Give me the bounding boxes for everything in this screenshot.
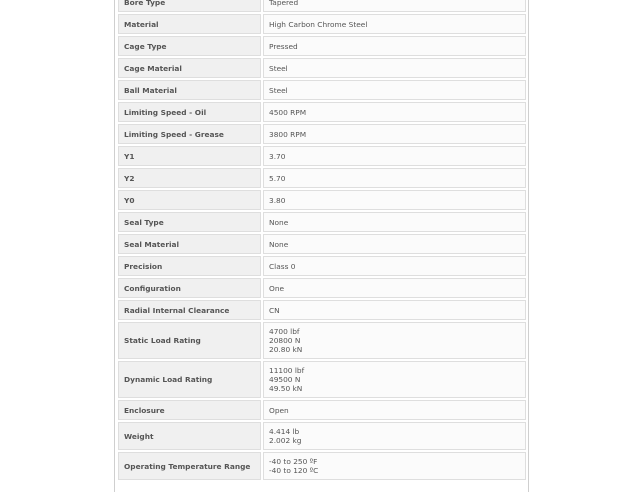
spec-value-line: One	[269, 283, 285, 293]
spec-row	[118, 80, 526, 100]
spec-label: Seal Material	[118, 234, 261, 254]
spec-label: Cage Material	[118, 58, 261, 78]
spec-label: Enclosure	[118, 400, 261, 420]
spec-row	[118, 400, 526, 420]
spec-label: Dynamic Load Rating	[118, 361, 261, 398]
spec-label: Static Load Rating	[118, 322, 261, 359]
spec-row	[118, 322, 526, 359]
spec-value-line: 3.70	[269, 151, 286, 161]
spec-value-line: Steel	[269, 85, 288, 95]
spec-row	[118, 124, 526, 144]
spec-label: Weight	[118, 422, 261, 450]
spec-row	[118, 146, 526, 166]
spec-row	[118, 300, 526, 320]
spec-value	[263, 14, 526, 34]
spec-row	[118, 0, 526, 12]
spec-value-line: High Carbon Chrome Steel	[269, 19, 368, 29]
product-spec-panel	[114, 0, 529, 492]
spec-value	[263, 278, 526, 298]
spec-value	[263, 361, 526, 398]
spec-value	[263, 422, 526, 450]
spec-label: Y1	[118, 146, 261, 166]
spec-value	[263, 58, 526, 78]
specifications-table	[118, 0, 526, 482]
spec-value	[263, 322, 526, 359]
spec-value	[263, 256, 526, 276]
spec-row	[118, 278, 526, 298]
spec-value	[263, 300, 526, 320]
spec-value	[263, 124, 526, 144]
spec-value-line: 4500 RPM	[269, 107, 307, 117]
spec-label: Seal Type	[118, 212, 261, 232]
spec-label: Limiting Speed - Oil	[118, 102, 261, 122]
spec-label: Y0	[118, 190, 261, 210]
spec-value-line: -40 to 120 ºC	[269, 466, 319, 475]
spec-row	[118, 190, 526, 210]
spec-row	[118, 168, 526, 188]
spec-value-line: 20.80 kN	[269, 345, 303, 354]
spec-label: Y2	[118, 168, 261, 188]
spec-value	[263, 80, 526, 100]
spec-value-line: Class 0	[269, 261, 296, 271]
spec-row	[118, 58, 526, 78]
spec-value-line: 49500 N	[269, 375, 301, 384]
spec-row	[118, 361, 526, 398]
spec-label: Material	[118, 14, 261, 34]
spec-label: Precision	[118, 256, 261, 276]
spec-row	[118, 36, 526, 56]
spec-value-line: 49.50 kN	[269, 384, 303, 393]
spec-value	[263, 212, 526, 232]
spec-label: Bore Type	[118, 0, 261, 12]
spec-value	[263, 146, 526, 166]
spec-value-line: CN	[269, 305, 280, 315]
spec-value-line: Steel	[269, 63, 288, 73]
spec-value	[263, 400, 526, 420]
spec-value-line: 4.414 lb	[269, 427, 300, 436]
spec-value-line: 2.002 kg	[269, 436, 302, 445]
spec-value	[263, 190, 526, 210]
spec-value	[263, 102, 526, 122]
spec-value-line: 5.70	[269, 173, 286, 183]
spec-value	[263, 234, 526, 254]
spec-value	[263, 36, 526, 56]
spec-label: Configuration	[118, 278, 261, 298]
spec-label: Limiting Speed - Grease	[118, 124, 261, 144]
spec-row	[118, 14, 526, 34]
spec-value-line: None	[269, 217, 289, 227]
spec-row	[118, 452, 526, 480]
spec-value	[263, 452, 526, 480]
spec-value	[263, 0, 526, 12]
spec-label: Cage Type	[118, 36, 261, 56]
spec-value-line: Tapered	[269, 0, 299, 7]
spec-value-line: Pressed	[269, 41, 298, 51]
spec-value-line: 4700 lbf	[269, 327, 300, 336]
spec-label: Ball Material	[118, 80, 261, 100]
spec-row	[118, 256, 526, 276]
spec-value-line: 3800 RPM	[269, 129, 307, 139]
spec-value-line: None	[269, 239, 289, 249]
spec-value-line: 11100 lbf	[269, 366, 305, 375]
spec-label: Operating Temperature Range	[118, 452, 261, 480]
spec-value-line: -40 to 250 ºF	[269, 457, 318, 466]
spec-value-line: 20800 N	[269, 336, 301, 345]
spec-label: Radial Internal Clearance	[118, 300, 261, 320]
spec-value-line: 3.80	[269, 195, 286, 205]
spec-row	[118, 234, 526, 254]
spec-value	[263, 168, 526, 188]
spec-row	[118, 212, 526, 232]
spec-row	[118, 422, 526, 450]
spec-row	[118, 102, 526, 122]
spec-value-line: Open	[269, 405, 289, 415]
